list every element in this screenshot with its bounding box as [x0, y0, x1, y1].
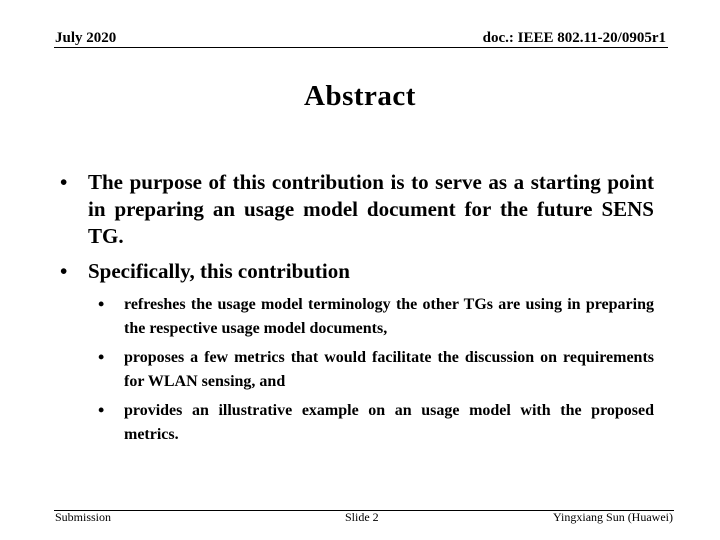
slide-body [60, 169, 654, 452]
sub-bullet-text: provides an illustrative example on an usage model with the proposed metrics. [124, 402, 654, 443]
header-doc-id: doc.: IEEE 802.11-20/0905r1 [482, 30, 666, 46]
bullet-icon: • [98, 294, 105, 314]
sub-bullet-item [98, 399, 654, 447]
header-divider [54, 47, 668, 48]
sub-bullet-item [98, 293, 654, 341]
sub-bullet-text: proposes a few metrics that would facilitate the discussion on requirements for WLAN sensing, and [124, 349, 654, 390]
bullet-text: Specifically, this contribution [88, 259, 350, 283]
footer-slide-number: Slide 2 [345, 510, 379, 524]
sub-bullet-text: refreshes the usage model terminology the other TGs are using in preparing the respective usage model documents, [124, 296, 654, 337]
sub-bullet-list [98, 293, 654, 447]
bullet-icon: • [60, 170, 68, 194]
bullet-text: The purpose of this contribution is to serve as a starting point in preparing an usage model document for the future SENS TG. [88, 170, 654, 248]
header-date: July 2020 [55, 30, 117, 46]
sub-bullet-item [98, 346, 654, 394]
bullet-icon: • [98, 400, 105, 420]
bullet-item [60, 258, 654, 285]
slide-title: Abstract [304, 80, 416, 112]
bullet-icon: • [60, 259, 68, 283]
bullet-icon: • [98, 347, 105, 367]
footer-author: Yingxiang Sun (Huawei) [553, 510, 673, 524]
bullet-item [60, 169, 654, 250]
footer-submission: Submission [55, 510, 112, 524]
